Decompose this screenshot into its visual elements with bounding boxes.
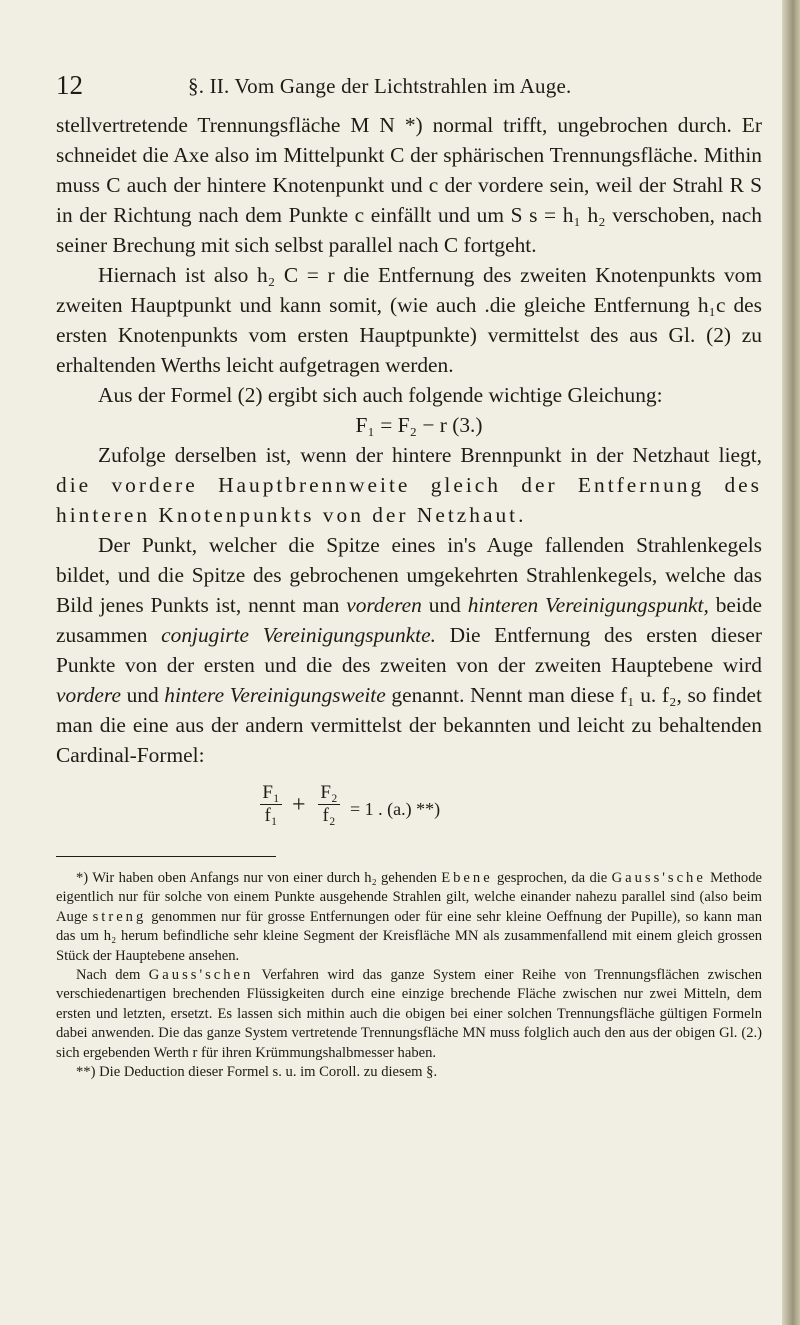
equation-3: F₁ = F₂ − r (3.): [355, 413, 483, 437]
p5-italic-vorderen: vorderen: [346, 593, 422, 617]
fn2-spaced-gauss: Gauss'schen: [148, 967, 254, 984]
paragraph-4-spaced: die vordere Hauptbrennweite gleich der Entfernung des hinteren Knotenpunkts von der Netzhaut.: [56, 473, 762, 527]
p5-italic-vordere: vordere: [56, 683, 121, 707]
paragraph-2: Hiernach ist also h₂ C = r die Entfernung des zweiten Knotenpunkts vom zweiten Hauptpunkt und kann somit, (wie auch .die gleiche Entfernung h₁c des ersten Knotenpunkts vom ersten Hauptpunkte) vermittelst des aus Gl. (2) zu erhaltenden Werths leicht aufgetragen werden.: [56, 263, 762, 377]
book-page: [56, 70, 762, 1082]
formula-rhs: = 1 . (a.) **): [350, 799, 441, 819]
fn1-spaced-streng: streng: [92, 908, 147, 925]
footnote-1-continued: [56, 966, 762, 1063]
page-number: 12: [56, 70, 83, 100]
fn1-a: *) Wir haben oben Anfangs nur von einer durch h₂ gehenden: [76, 870, 442, 886]
paragraph-3: Aus der Formel (2) ergibt sich auch folgende wichtige Gleichung:: [98, 383, 663, 407]
fraction-1-numerator: F₁: [262, 782, 280, 803]
fraction-2: [318, 782, 340, 827]
cardinal-formula: [56, 770, 762, 852]
footnote-1: [56, 869, 762, 966]
fn2-a: Nach dem: [76, 967, 149, 984]
running-title: §. II. Vom Gange der Lichtstrahlen im Auge.: [188, 74, 572, 98]
fn1-spaced-ebene: Ebene: [441, 870, 493, 886]
fn2-b: Verfahren wird das ganze System einer Reihe von Trennungsflächen zwischen verschiedenartigen brechenden Flüssigkeiten durch eine einzige brechende Fläche zwischen nur zwei Mitteln, dem ersten und letzten, ersetzt. Es lassen sich mithin auch die obigen bei einer solchen Trennungsfläche gültigen Formeln dabei anwenden. Die das ganze System vertretende Trennungsfläche MN muss folglich auch den aus der obigen Gl. (2.) sich ergebenden Werth r für ihren Krümmungshalbmesser haben.: [56, 967, 762, 1061]
paragraph-4-start: Zufolge derselben ist, wenn der hintere Brennpunkt in der Netzhaut liegt,: [98, 443, 762, 467]
p5-italic-hinteren: hinteren Vereinigungspunkt,: [467, 593, 709, 617]
fraction-2-numerator: F₂: [320, 782, 338, 803]
page-header: [56, 70, 762, 110]
fraction-2-denominator: f₂: [322, 805, 336, 826]
footnote-rule: [56, 856, 276, 857]
p5-text-3: beide zusammen: [56, 593, 763, 647]
p5-italic-conjugirte: conjugirte Vereinigungspunkte.: [161, 623, 436, 647]
p5-italic-hintere: hintere Vereinigungsweite: [164, 683, 386, 707]
paragraph-1: stellvertretende Trennungsfläche M N *) normal trifft, ungebrochen durch. Er schneidet die Axe also im Mittelpunkt C der sphärischen Trennungsfläche. Mithin muss C auch der hintere Knotenpunkt und c der vordere sein, weil der Strahl R S in der Richtung nach dem Punkte c einfällt und um S s = h₁ h₂ verschoben, nach seiner Brechung mit sich selbst parallel nach C fortgeht.: [56, 113, 762, 257]
p5-text-1: Der Punkt, welcher die Spitze eines in's Auge fallenden Strahlenkegels bildet, und die Spitze des gebrochenen umgekehrten Strahlenkegels, welche das Bild jenes Punkts ist, nennt man: [56, 533, 762, 617]
p5-text-6: genannt. Nennt man diese f₁ u. f₂, so findet man die eine aus der andern vermittelst der bekannten und leicht zu behaltenden Cardinal-Formel:: [56, 683, 762, 767]
p5-text-4: Die Entfernung des ersten dieser Punkte von der ersten und die des zweiten von der zweiten Hauptebene wird: [56, 623, 762, 677]
fn1-d: genommen nur für grosse Entfernungen oder für eine sehr kleine Oeffnung der Pupille), so kann man das um h₂ herum befindliche sehr kleine Segment der Kreisfläche MN als zusammenfallend mit einem gleich grossen Stück der Hauptebene ansehen.: [56, 908, 762, 964]
fraction-1: [260, 782, 282, 827]
fn1-b: gesprochen, da die: [492, 870, 612, 886]
footnotes: [56, 869, 762, 1082]
main-text: [56, 110, 762, 852]
fraction-1-denominator: f₁: [264, 805, 278, 826]
p5-text-2: und: [421, 593, 468, 617]
plus-sign: +: [292, 792, 306, 818]
fn1-spaced-gauss: Gauss'sche: [611, 870, 706, 886]
page-edge-shadow: [782, 0, 800, 1325]
footnote-2: **) Die Deduction dieser Formel s. u. im Coroll. zu diesem §.: [76, 1064, 438, 1081]
fn1-c: Methode eigentlich nur für solche von einem Punkte ausgehende Strahlen gilt, welche einander nahezu parallel sind (also beim Auge: [56, 870, 763, 925]
paragraph-4: [56, 440, 762, 530]
paragraph-5: [56, 530, 762, 770]
p5-text-5: und: [120, 683, 165, 707]
